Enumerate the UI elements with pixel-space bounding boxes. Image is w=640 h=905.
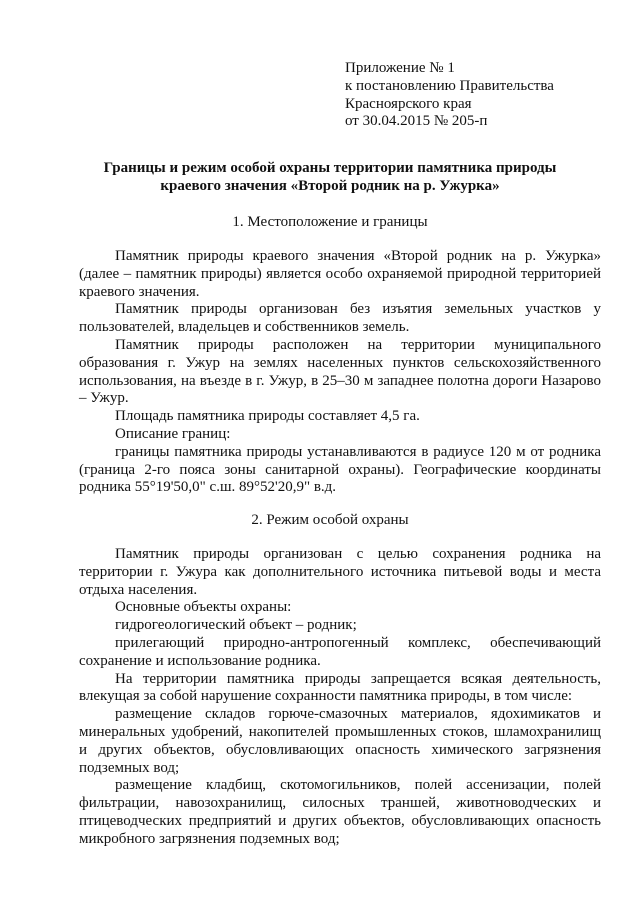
title-line-1: Границы и режим особой охраны территории памятника природы bbox=[103, 160, 557, 176]
paragraph: На территории памятника природы запрещается всякая деятельность, влекущая за собой нарушение сохранности памятника природы, в том числе: bbox=[79, 670, 601, 705]
paragraph: границы памятника природы устанавливаются в радиусе 120 м от родника (граница 2-го пояса зоны санитарной охраны). Географические координаты родника 55°19'50,0" с.ш. 89°52'20,9" в.д. bbox=[79, 443, 601, 496]
appendix-number: Приложение № 1 bbox=[345, 60, 455, 76]
paragraph: Описание границ: bbox=[115, 425, 231, 442]
appendix-region: Красноярского края bbox=[345, 95, 472, 112]
paragraph: Основные объекты охраны: bbox=[115, 599, 292, 616]
appendix-date: от 30.04.2015 № 205-п bbox=[345, 113, 488, 130]
title-line-2: краевого значения «Второй родник на р. Ужурка» bbox=[160, 177, 500, 194]
paragraph: Памятник природы краевого значения «Второй родник на р. Ужурка» (далее – памятник природы) является особо охраняемой природной территорией краевого значения. bbox=[79, 248, 601, 300]
section-2-heading: 2. Режим особой охраны bbox=[251, 512, 409, 528]
paragraph: Памятник природы организован без изъятия земельных участков у пользователей, владельцев и собственников земель. bbox=[79, 301, 601, 336]
document-title bbox=[80, 160, 580, 196]
paragraph: размещение кладбищ, скотомогильников, полей ассенизации, полей фильтрации, навозохранилищ, силосных траншей, животноводческих и птицеводческих предприятий и других объектов, обусловливающих опасность микробного загрязнения подземных вод; bbox=[79, 777, 601, 847]
paragraph: Площадь памятника природы составляет 4,5 га. bbox=[115, 408, 420, 425]
section-2-body bbox=[79, 546, 601, 849]
section-1-heading: 1. Местоположение и границы bbox=[232, 214, 428, 230]
paragraph: Памятник природы расположен на территории муниципального образования г. Ужур на землях населенных пунктов сельскохозяйственного использования, на въезде в г. Ужур, в 25–30 м западнее полотна дороги Назарово – Ужур. bbox=[79, 336, 601, 407]
paragraph: прилегающий природно-антропогенный комплекс, обеспечивающий сохранение и использование родника. bbox=[79, 634, 601, 669]
appendix-resolution: к постановлению Правительства bbox=[345, 77, 554, 94]
section-1-body bbox=[79, 248, 601, 497]
paragraph: размещение складов горюче-смазочных материалов, ядохимикатов и минеральных удобрений, накопителей промышленных стоков, шламохранилищ и других объектов, обусловливающих опасность химического загрязнения подземных вод; bbox=[79, 706, 601, 776]
appendix-reference bbox=[345, 60, 635, 131]
paragraph: гидрогеологический объект – родник; bbox=[115, 617, 357, 634]
paragraph: Памятник природы организован с целью сохранения родника на территории г. Ужура как дополнительного источника питьевой воды и места отдыха населения. bbox=[79, 546, 601, 598]
